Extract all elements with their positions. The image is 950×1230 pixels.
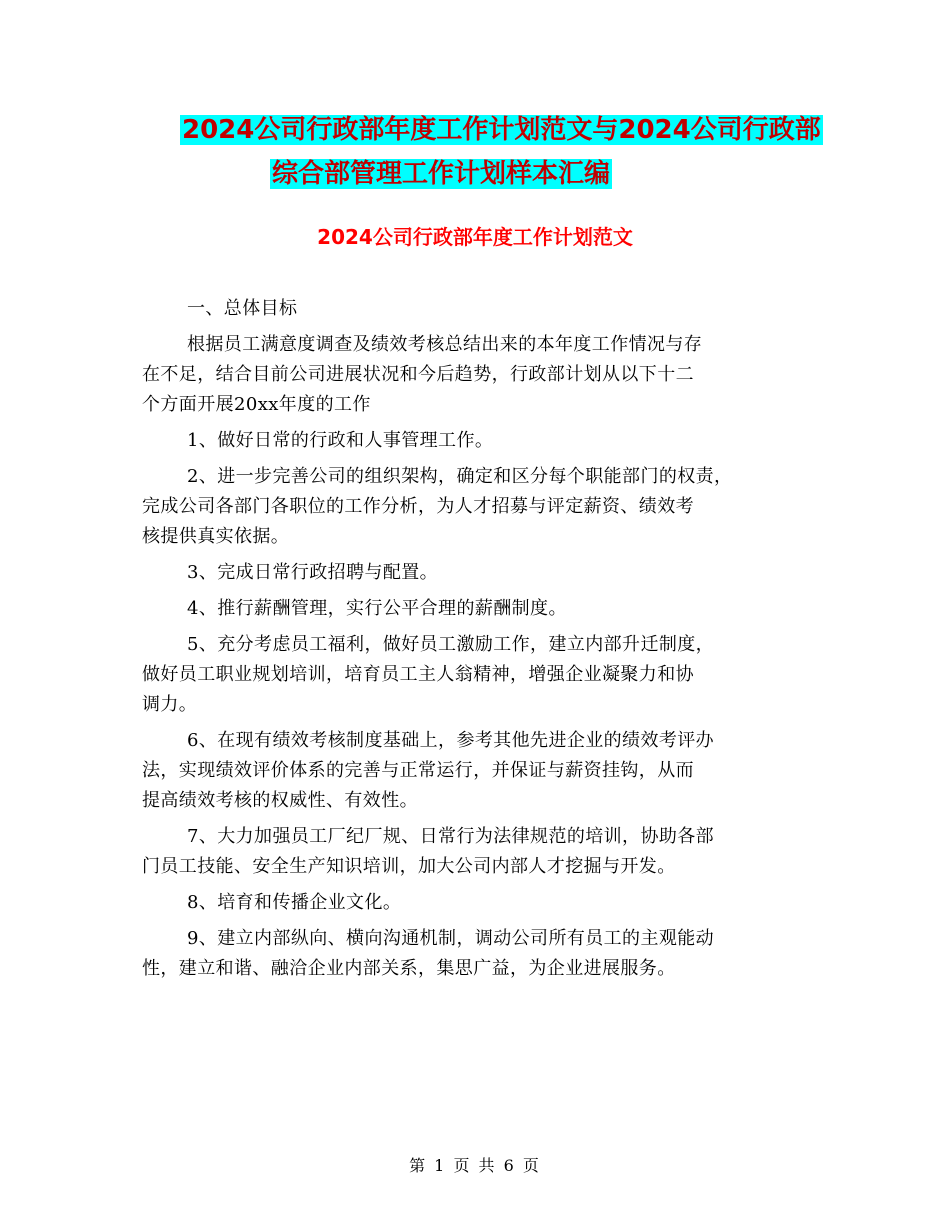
paragraph-line: 性，建立和谐、融洽企业内部关系，集思广益，为企业进展服务。 bbox=[142, 958, 676, 979]
paragraph-line: 9、建立内部纵向、横向沟通机制，调动公司所有员工的主观能动 bbox=[187, 928, 715, 949]
paragraph-line: 3、完成日常行政招聘与配置。 bbox=[187, 562, 439, 583]
document-title-line-1-text: 2024公司行政部年度工作计划范文与2024公司行政部 bbox=[182, 115, 821, 145]
paragraph-line: 个方面开展20xx年度的工作 bbox=[142, 394, 371, 415]
paragraph-line: 6、在现有绩效考核制度基础上，参考其他先进企业的绩效考评办 bbox=[187, 730, 715, 751]
paragraph bbox=[142, 294, 812, 324]
paragraph bbox=[142, 462, 812, 552]
paragraph-line: 提高绩效考核的权威性、有效性。 bbox=[142, 790, 418, 811]
paragraph-line: 门员工技能、安全生产知识培训，加大公司内部人才挖掘与开发。 bbox=[142, 856, 676, 877]
paragraph bbox=[142, 330, 812, 420]
paragraph bbox=[142, 888, 812, 918]
paragraph bbox=[142, 726, 812, 816]
paragraph bbox=[142, 426, 812, 456]
paragraph bbox=[142, 558, 812, 588]
paragraph-line: 根据员工满意度调查及绩效考核总结出来的本年度工作情况与存 bbox=[187, 334, 703, 355]
document-body bbox=[142, 294, 812, 990]
section-title: 2024公司行政部年度工作计划范文 bbox=[317, 225, 633, 249]
paragraph bbox=[142, 822, 812, 882]
paragraph-line: 核提供真实依据。 bbox=[142, 526, 290, 547]
document-title-line-2 bbox=[270, 156, 670, 192]
paragraph-line: 在不足，结合目前公司进展状况和今后趋势，行政部计划从以下十二 bbox=[142, 364, 694, 385]
paragraph bbox=[142, 630, 812, 720]
paragraph-line: 4、推行薪酬管理，实行公平合理的薪酬制度。 bbox=[187, 598, 567, 619]
paragraph-line: 5、充分考虑员工福利，做好员工激励工作，建立内部升迁制度， bbox=[187, 634, 715, 655]
paragraph bbox=[142, 594, 812, 624]
paragraph-line: 调力。 bbox=[142, 694, 198, 715]
paragraph-line: 完成公司各部门各职位的工作分析，为人才招募与评定薪资、绩效考 bbox=[142, 496, 694, 517]
paragraph-line: 1、做好日常的行政和人事管理工作。 bbox=[187, 430, 494, 451]
paragraph-line: 做好员工职业规划培训，培育员工主人翁精神，增强企业凝聚力和协 bbox=[142, 664, 694, 685]
paragraph-line: 法，实现绩效评价体系的完善与正常运行，并保证与薪资挂钩，从而 bbox=[142, 760, 694, 781]
paragraph bbox=[142, 924, 812, 984]
paragraph-line: 2、进一步完善公司的组织架构，确定和区分每个职能部门的权责， bbox=[187, 466, 733, 487]
paragraph-line: 7、大力加强员工厂纪厂规、日常行为法律规范的培训，协助各部 bbox=[187, 826, 715, 847]
paragraph-line: 8、培育和传播企业文化。 bbox=[187, 892, 402, 913]
document-title-line-2-text: 综合部管理工作计划样本汇编 bbox=[272, 159, 611, 189]
paragraph-line: 一、总体目标 bbox=[187, 298, 298, 319]
page-footer: 第 1 页 共 6 页 bbox=[409, 1156, 541, 1175]
document-title-line-1 bbox=[180, 112, 820, 148]
